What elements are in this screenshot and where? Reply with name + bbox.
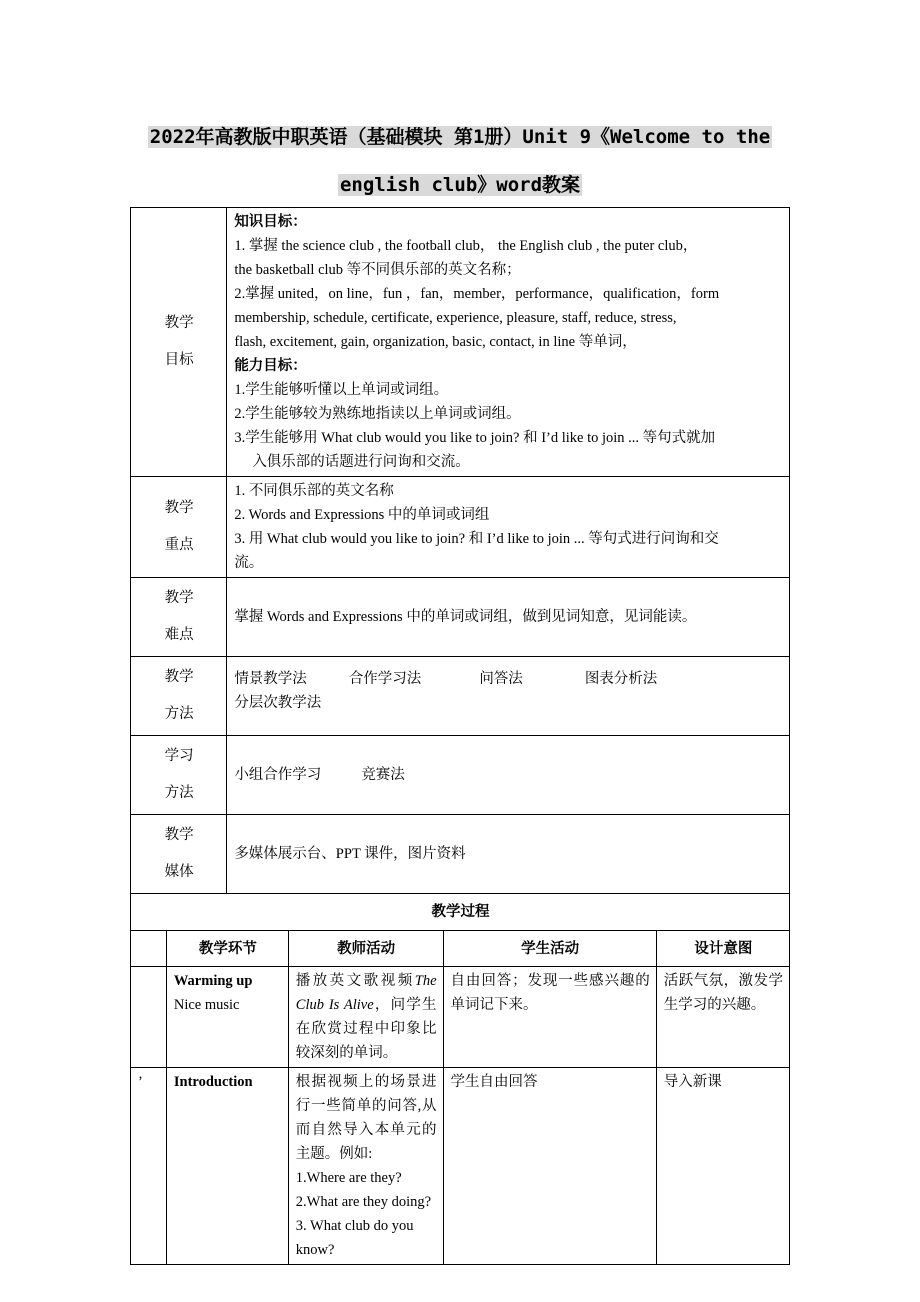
label-methods: 教学 方法 <box>131 657 227 736</box>
stage-cell <box>166 967 288 1068</box>
method-2: 合作学习法 <box>348 671 422 687</box>
learning-methods-content <box>227 736 790 815</box>
row-media <box>131 815 790 894</box>
row-key-points <box>131 477 790 578</box>
method-3: 问答法 <box>479 671 523 687</box>
ability-item-2: 2.学生能够较为熟练地指读以上单词或词组。 <box>234 406 521 422</box>
label-difficulties: 教学 难点 <box>131 578 227 657</box>
row-mark: ’ <box>131 1068 167 1265</box>
row-mark <box>131 967 167 1068</box>
design-intent: 导入新课 <box>656 1068 789 1265</box>
knowledge-item-1a: 1. 掌握 the science club , the football club， the English club , the puter club， <box>234 238 698 254</box>
key-points-content <box>227 477 790 578</box>
process-col-mark <box>131 931 167 967</box>
media-content: 多媒体展示台、PPT 课件，图片资料 <box>227 815 790 894</box>
stage-cell <box>166 1068 288 1265</box>
question-1: 1.Where are they? <box>295 1170 402 1186</box>
label-key-points: 教学 重点 <box>131 477 227 578</box>
table-row <box>131 967 790 1068</box>
key-point-3a: 3. 用 What club would you like to join? 和 I’d like to join ... 等句式进行问询和交 <box>234 531 719 547</box>
student-activity: 自由回答；发现一些感兴趣的单词记下来。 <box>443 967 656 1068</box>
row-process-heading <box>131 894 790 931</box>
row-difficulties <box>131 578 790 657</box>
doc-title-line-1: 2022年高教版中职英语（基础模块 第1册）Unit 9《Welcome to the <box>149 126 771 148</box>
label-learning-methods: 学习 方法 <box>131 736 227 815</box>
doc-title-line-2: english club》word教案 <box>339 174 581 196</box>
teacher-activity: 根据视频上的场景进行一些简单的问答,从而自然导入本单元的主题。例如: 1.Where are they? 2.What are they doing? 3. What club do you know? <box>288 1068 443 1265</box>
row-process-columns <box>131 931 790 967</box>
row-teaching-goals <box>131 208 790 477</box>
methods-content <box>227 657 790 736</box>
knowledge-item-1b: the basketball club 等不同俱乐部的英文名称； <box>234 262 521 278</box>
learning-method-2: 竞赛法 <box>361 767 405 783</box>
stage-name: Introduction <box>173 1074 253 1090</box>
col-student: 学生活动 <box>443 931 656 967</box>
stage-name: Warming up <box>173 973 253 989</box>
col-intent: 设计意图 <box>656 931 789 967</box>
row-methods <box>131 657 790 736</box>
learning-method-1: 小组合作学习 <box>234 767 322 783</box>
teacher-activity: 播放英文歌视频The Club Is Alive，问学生在欣赏过程中印象比较深刻的单词。 <box>288 967 443 1068</box>
method-5: 分层次教学法 <box>234 695 322 711</box>
lesson-plan-table <box>130 207 790 1265</box>
row-learning-methods <box>131 736 790 815</box>
col-stage: 教学环节 <box>166 931 288 967</box>
stage-sub: Nice music <box>173 997 240 1013</box>
student-activity: 学生自由回答 <box>443 1068 656 1265</box>
ability-heading: 能力目标： <box>234 358 307 374</box>
knowledge-heading: 知识目标： <box>234 214 307 230</box>
table-row <box>131 1068 790 1265</box>
ability-item-3b: 入俱乐部的话题进行问询和交流。 <box>252 454 470 470</box>
key-point-1: 1. 不同俱乐部的英文名称 <box>234 483 394 499</box>
ability-item-3a: 3.学生能够用 What club would you like to join? 和 I’d like to join ... 等句式就加 <box>234 430 716 446</box>
label-teaching-goals: 教学 目标 <box>131 208 227 477</box>
ability-item-1: 1.学生能够听懂以上单词或词组。 <box>234 382 449 398</box>
method-1: 情景教学法 <box>234 671 307 687</box>
label-media: 教学 媒体 <box>131 815 227 894</box>
question-3: 3. What club do you know? <box>295 1218 414 1258</box>
knowledge-item-2b: membership, schedule, certificate, experience, pleasure, staff, reduce, stress, <box>234 310 677 326</box>
col-teacher: 教师活动 <box>288 931 443 967</box>
method-4: 图表分析法 <box>584 671 658 687</box>
knowledge-item-2a: 2.掌握 united，on line，fun ，fan，member，performance，qualification，form <box>234 286 720 302</box>
question-2: 2.What are they doing? <box>295 1194 432 1210</box>
teaching-goals-content <box>227 208 790 477</box>
key-point-3b: 流。 <box>234 555 264 571</box>
difficulties-content: 掌握 Words and Expressions 中的单词或词组，做到见词知意，见词能读。 <box>227 578 790 657</box>
knowledge-item-2c: flash, excitement, gain, organization, basic, contact, in line 等单词， <box>234 334 637 350</box>
key-point-2: 2. Words and Expressions 中的单词或词组 <box>234 507 490 523</box>
design-intent: 活跃气氛，激发学生学习的兴趣。 <box>656 967 789 1068</box>
process-heading: 教学过程 <box>131 894 790 931</box>
song-title: The Club Is Alive <box>295 973 437 1013</box>
